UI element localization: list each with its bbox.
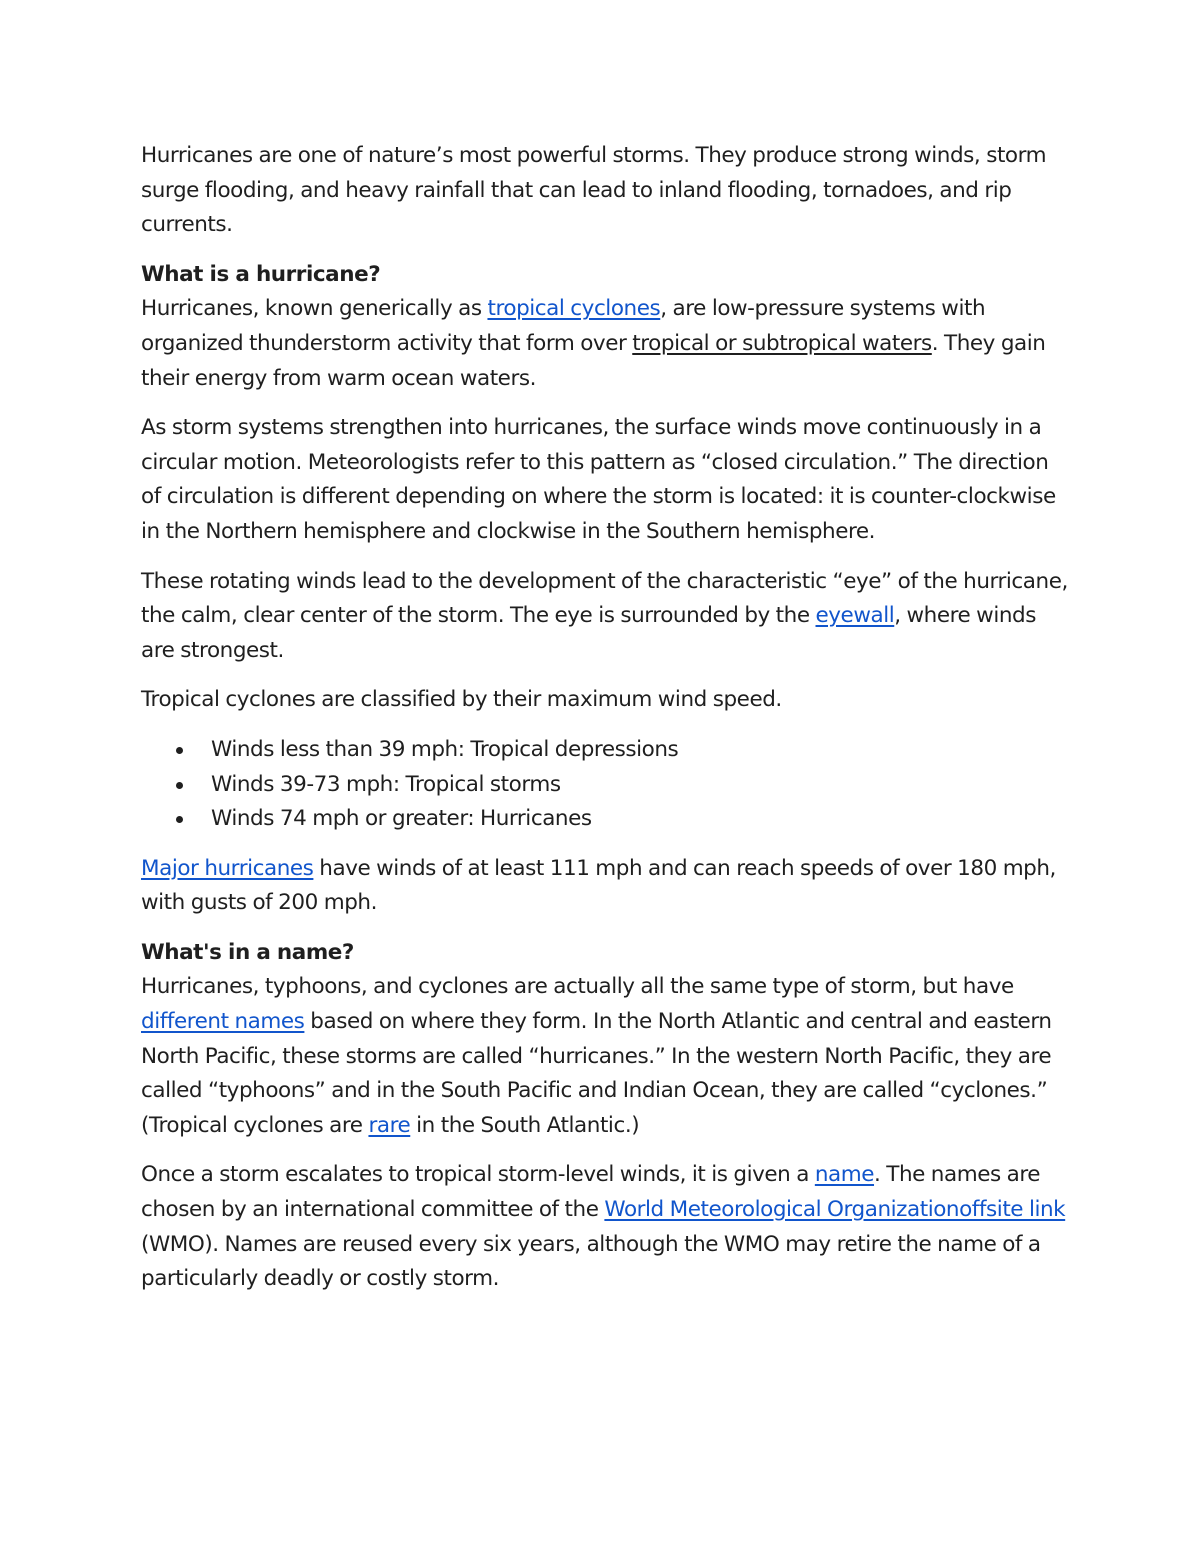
whats-in-a-name-heading: What's in a name? (141, 939, 354, 965)
text-span: in the South Atlantic.) (410, 1112, 640, 1138)
list-item-text: Winds 74 mph or greater: Hurricanes (211, 806, 592, 832)
list-item (211, 802, 1071, 837)
intro-paragraph: Hurricanes are one of nature’s most powerful storms. They produce strong winds, storm surge flooding, and heavy rainfall that can lead to inland flooding, tornadoes, and rip currents. (141, 143, 1047, 238)
bullet-icon (176, 782, 183, 789)
text-span: have winds of at least 111 mph and can reach speeds of over 180 mph, with gusts of 200 mph. (141, 855, 1056, 916)
text-span: Hurricanes, known generically as (141, 296, 488, 322)
text-span: These rotating winds lead to the development of the characteristic “eye” of the hurricane, the calm, clear center of the storm. The eye is surrounded by the (141, 568, 1068, 629)
eyewall-link[interactable]: eyewall (815, 603, 895, 629)
text-span: . They gain their energy from warm ocean waters. (141, 330, 1046, 391)
name-link[interactable]: name (814, 1162, 875, 1188)
major-hurricanes-link[interactable]: Major hurricanes (141, 855, 314, 881)
rare-link[interactable]: rare (368, 1112, 411, 1138)
text-span: , where winds are strongest. (141, 603, 1036, 663)
what-is-hurricane-heading: What is a hurricane? (141, 261, 381, 287)
tropical-waters-underlined: tropical or subtropical waters (632, 330, 932, 356)
list-item-text: Winds less than 39 mph: Tropical depressions (211, 736, 679, 762)
text-span: Once a storm escalates to tropical storm-level winds, it is given a (141, 1162, 815, 1188)
list-item (211, 768, 1071, 803)
different-names-link[interactable]: different names (141, 1009, 305, 1035)
what-is-hurricane-section (141, 258, 1071, 396)
list-item-text: Winds 39-73 mph: Tropical storms (211, 771, 561, 797)
bullet-icon (176, 747, 183, 754)
list-item (211, 733, 1071, 768)
wind-speed-list (141, 733, 1071, 837)
wmo-link[interactable]: World Meteorological Organizationoffsite link (604, 1197, 1066, 1223)
text-span: . The names are chosen by an international committee of the (141, 1162, 1041, 1223)
tropical-cyclones-link[interactable]: tropical cyclones (487, 296, 661, 322)
text-span: based on where they form. In the North Atlantic and central and eastern North Pacific, these storms are called “hurricanes.” In the western North Pacific, they are called “typhoons” and in the South Pacific and Indian Ocean, they are called “cyclones.” (Tropical cyclones are (141, 1009, 1052, 1138)
naming-paragraph (141, 1158, 1071, 1296)
classification-paragraph: Tropical cyclones are classified by their maximum wind speed. (141, 687, 782, 713)
document-page (141, 139, 1071, 1312)
circulation-paragraph: As storm systems strengthen into hurricanes, the surface winds move continuously in a circular motion. Meteorologists refer to this pattern as “closed circulation.” The direction of circulation is different depending on where the storm is located: it is counter-clockwise in the Northern hemisphere and clockwise in the Southern hemisphere. (141, 415, 1056, 544)
text-span: (WMO). Names are reused every six years, although the WMO may retire the name of a particularly deadly or costly storm. (141, 1231, 1041, 1292)
text-span: , are low-pressure systems with organized thunderstorm activity that form over (141, 296, 986, 356)
bullet-icon (176, 816, 183, 823)
eye-paragraph (141, 565, 1071, 669)
text-span: Hurricanes, typhoons, and cyclones are actually all the same type of storm, but have (141, 974, 1014, 1000)
whats-in-a-name-section (141, 936, 1071, 1144)
major-hurricanes-paragraph (141, 852, 1071, 921)
